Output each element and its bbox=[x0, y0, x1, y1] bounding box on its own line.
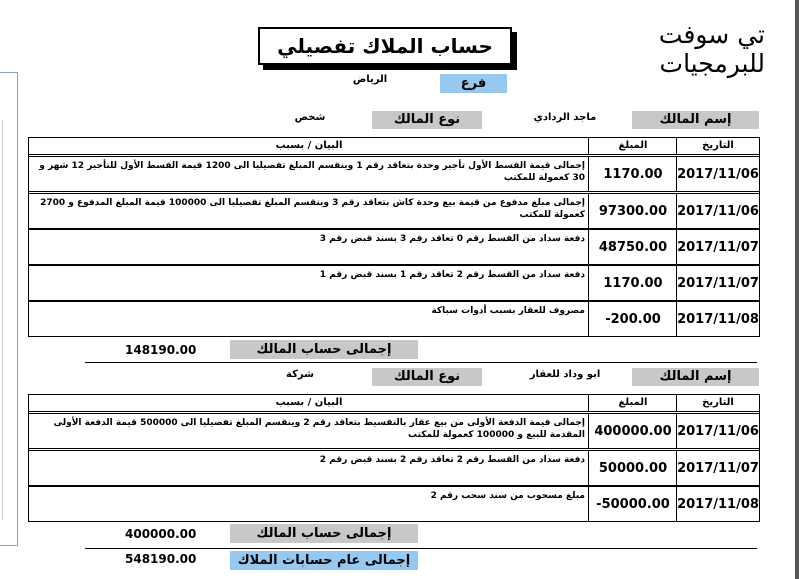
owner-total-label: إجمالى حساب المالك bbox=[230, 340, 418, 359]
row-description: مصروف للعقار بسبب أدوات سباكة bbox=[431, 306, 585, 316]
row-description: دفعة سداد من القسط رقم 2 تعاقد رقم 2 بسند قبض رقم 2 bbox=[319, 455, 585, 465]
owner-total-value: 148190.00 bbox=[125, 343, 197, 357]
row-date: 2017/11/08 bbox=[676, 487, 759, 521]
owner-name: ابو وداد للعقار bbox=[529, 369, 601, 380]
table-row bbox=[29, 450, 759, 486]
owner-table bbox=[28, 394, 760, 522]
grand-total-label: إجمالى عام حسابات الملاك bbox=[230, 551, 418, 570]
table-row bbox=[29, 265, 759, 301]
row-description: إجمالى قيمة الدفعة الأولى من بيع عقار بالتقسيط بتعاقد رقم 2 وينقسم المبلغ تفصيليا الى 500000 قيمة الدفعة الأولى المقدمة للبيع و 100000 كعمولة للمكتب bbox=[53, 418, 585, 440]
owner-total-value: 400000.00 bbox=[125, 527, 197, 541]
date-header: التاريخ bbox=[676, 395, 759, 412]
table-row bbox=[29, 301, 759, 336]
table-row bbox=[29, 486, 759, 521]
table-row bbox=[29, 156, 759, 192]
owner-type: شخص bbox=[294, 112, 326, 123]
row-description: دفعة سداد من القسط رقم 2 تعاقد رقم 1 بسند قبض رقم 1 bbox=[319, 270, 585, 280]
owner-type-label: نوع المالك bbox=[372, 368, 482, 386]
grand-total-value: 548190.00 bbox=[125, 552, 197, 566]
row-amount: 48750.00 bbox=[588, 230, 677, 264]
row-date: 2017/11/06 bbox=[676, 157, 759, 191]
row-amount: 50000.00 bbox=[588, 451, 677, 485]
date-header: التاريخ bbox=[676, 138, 759, 155]
report-title: حساب الملاك تفصيلي bbox=[258, 27, 512, 65]
row-date: 2017/11/06 bbox=[676, 414, 759, 448]
row-date: 2017/11/06 bbox=[676, 194, 759, 228]
row-description: إجمالى قيمة القسط الأول تأجير وحدة بتعاقد رقم 1 وينقسم المبلغ تفصيليا الى 1200 قيمة القسط الأول للتأجير 12 شهر و 30 كعمولة للمكتب bbox=[39, 161, 585, 183]
row-date: 2017/11/07 bbox=[676, 451, 759, 485]
row-description: مبلغ مسحوب من سند سحب رقم 2 bbox=[430, 491, 585, 501]
row-amount: 400000.00 bbox=[588, 414, 677, 448]
row-description: إجمالى مبلغ مدفوع من قيمة بيع وحدة كاش بتعاقد رقم 3 وينقسم المبلغ تفصيليا الى 100000 قيمة المبلغ المدفوع و 2700 كعمولة للمكتب bbox=[40, 198, 585, 220]
owner-type-label: نوع المالك bbox=[372, 111, 482, 129]
row-date: 2017/11/07 bbox=[676, 230, 759, 264]
owner-name: ماجد الردادي bbox=[533, 112, 597, 123]
row-amount: 1170.00 bbox=[588, 157, 677, 191]
left-panel-divider bbox=[2, 120, 13, 520]
table-header bbox=[29, 138, 759, 154]
row-date: 2017/11/07 bbox=[676, 266, 759, 300]
branch-value: الرياض bbox=[352, 74, 388, 85]
separator-line bbox=[85, 362, 757, 363]
separator-line bbox=[85, 548, 757, 549]
owner-name-label: إسم المالك bbox=[632, 368, 759, 386]
row-amount: 97300.00 bbox=[588, 194, 677, 228]
table-header bbox=[29, 395, 759, 411]
table-row bbox=[29, 229, 759, 265]
company-name: تي سوفت للبرمجيات bbox=[658, 20, 765, 78]
owner-table bbox=[28, 137, 760, 337]
table-row bbox=[29, 193, 759, 229]
row-amount: -200.00 bbox=[588, 302, 677, 336]
table-row bbox=[29, 413, 759, 449]
amount-header: المبلغ bbox=[588, 138, 677, 155]
row-amount: -50000.00 bbox=[588, 487, 677, 521]
owner-name-label: إسم المالك bbox=[632, 111, 759, 129]
row-date: 2017/11/08 bbox=[676, 302, 759, 336]
row-amount: 1170.00 bbox=[588, 266, 677, 300]
row-description: دفعة سداد من القسط رقم 0 تعاقد رقم 3 بسند قبض رقم 3 bbox=[319, 234, 585, 244]
owner-total-label: إجمالى حساب المالك bbox=[230, 524, 418, 543]
description-header: البيان / بسبب bbox=[29, 138, 589, 155]
branch-label: فرع bbox=[440, 74, 507, 93]
amount-header: المبلغ bbox=[588, 395, 677, 412]
window-right-edge bbox=[795, 0, 799, 579]
description-header: البيان / بسبب bbox=[29, 395, 589, 412]
owner-type: شركة bbox=[286, 369, 314, 380]
